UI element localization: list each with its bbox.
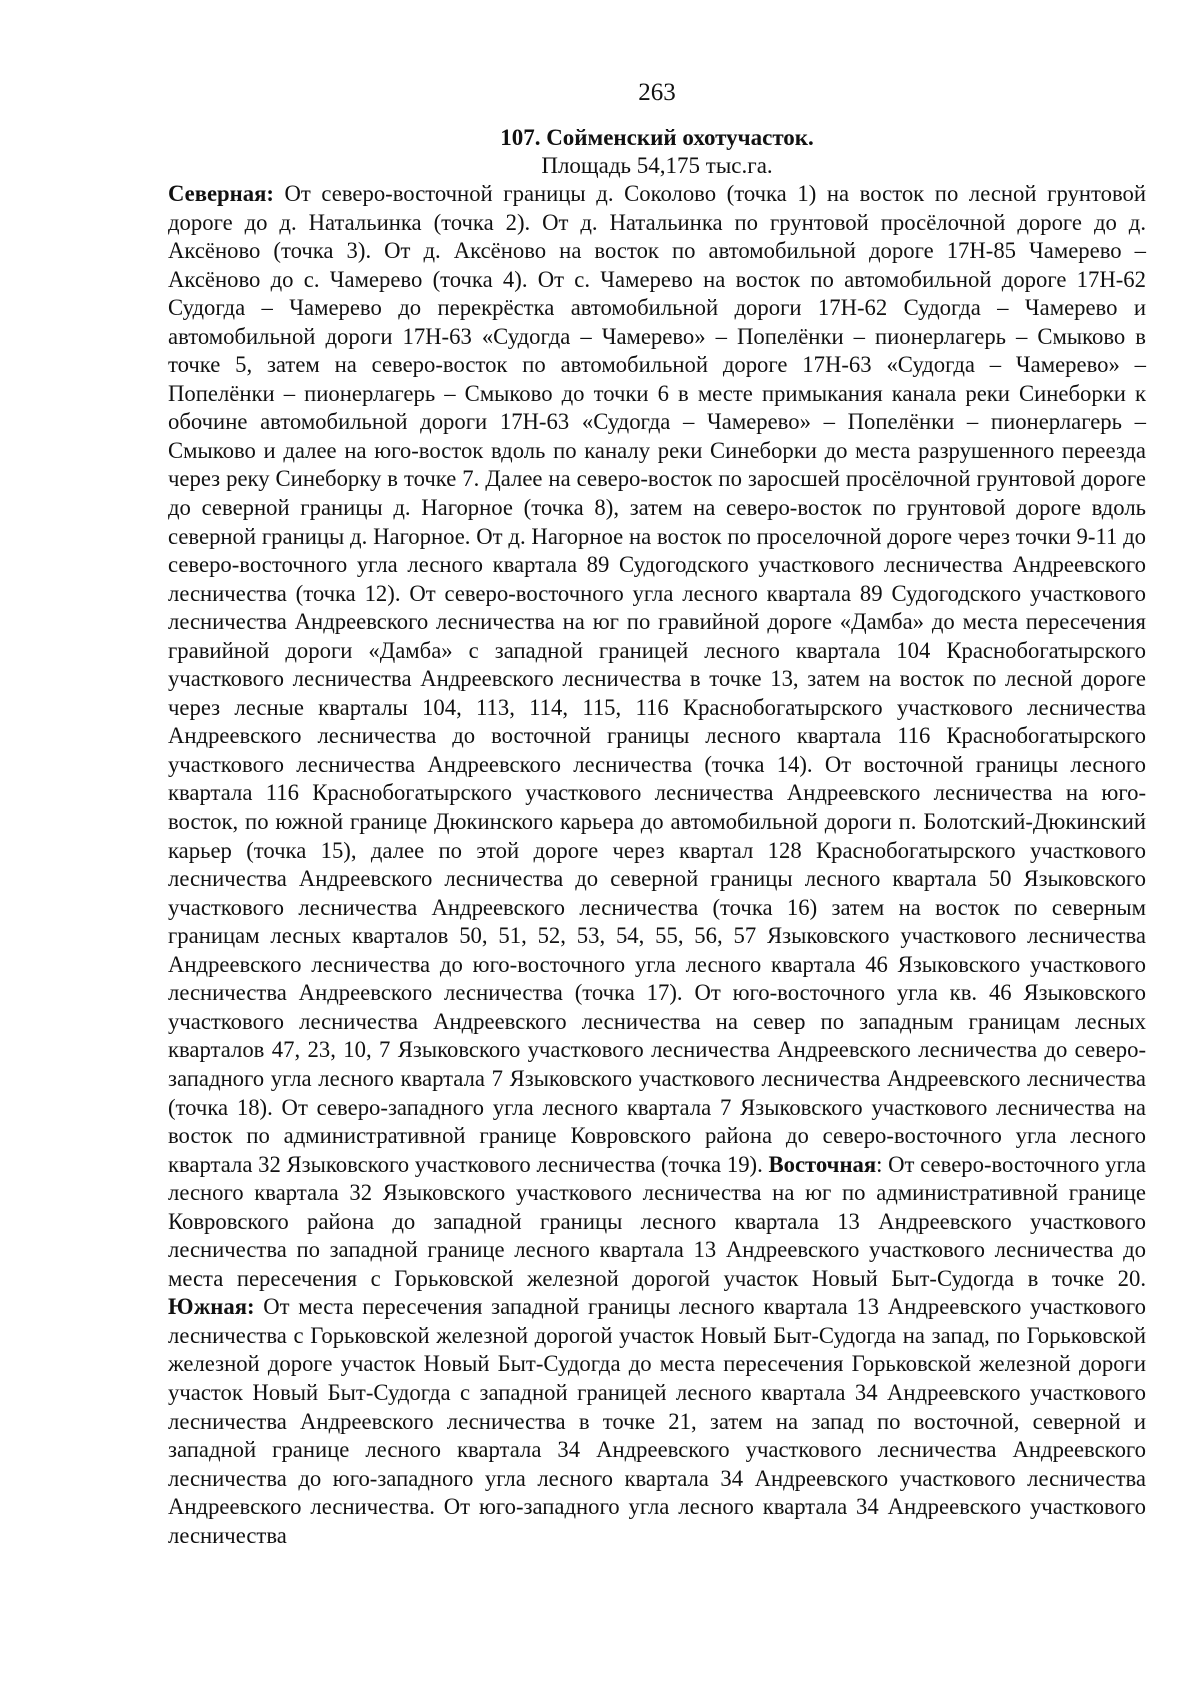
- east-boundary-text: : От северо-восточного угла лесного квартала 32 Языковского участкового лесничества на юг по административной границе Ковровского района до западной границы лесного квартала 13 Андреевского участкового лесничества по западной границе лесного квартала 13 Андреевского участкового лесничества до места пересечения с Горьковской железной дорогой участок Новый Быт-Судогда в точке 20.: [168, 1151, 1147, 1291]
- page-number: 263: [638, 79, 676, 106]
- south-boundary-label: Южная:: [168, 1294, 255, 1320]
- north-boundary-text: От северо-восточной границы д. Соколово (точка 1) на восток по лесной грунтовой дороге до д. Натальинка (точка 2). От д. Натальинка по грунтовой просёлочной дороге до д. Аксёново (точка 3). От д. Аксёново на восток по автомобильной дороге 17Н-85 Чамерево – Аксёново до с. Чамерево (точка 4). От с. Чамерево на восток по автомобильной дороге 17Н-62 Судогда – Чамерево до перекрёстка автомобильной дороги 17Н-62 Судогда – Чамерево и автомобильной дороги 17Н-63 «Судогда – Чамерево» – Попелёнки – пионерлагерь – Смыково в точке 5, затем на северо-восток по автомобильной дороге 17Н-63 «Судогда – Чамерево» – Попелёнки – пионерлагерь – Смыково до точки 6 в месте примыкания канала реки Синеборки к обочине автомобильной дороги 17Н-63 «Судогда – Чамерево» – Попелёнки – пионерлагерь – Смыково и далее на юго-восток вдоль по каналу реки Синеборки до места разрушенного переезда через реку Синеборку в точке 7. Далее на северо-восток по заросшей просёлочной грунтовой дороге до северной границы д. Нагорное (точка 8), затем на северо-восток по грунтовой дороге вдоль северной границы д. Нагорное. От д. Нагорное на восток по проселочной дороге через точки 9-11 до северо-восточного угла лесного квартала 89 Судогодского участкового лесничества Андреевского лесничества (точка 12). От северо-восточного угла лесного квартала 89 Судогодского участкового лесничества Андреевского лесничества на юг по гравийной дороге «Дамба» до места пересечения гравийной дороги «Дамба» с западной границей лесного квартала 104 Краснобогатырского участкового лесничества Андреевского лесничества в точке 13, затем на восток по лесной дороге через лесные кварталы 104, 113, 114, 115, 116 Краснобогатырского участкового лесничества Андреевского лесничества до восточной границы лесного квартала 116 Краснобогатырского участкового лесничества Андреевского лесничества (точка 14). От восточной границы лесного квартала 116 Краснобогатырского участкового лесничества Андреевского лесничества на юго-восток, по южной границе Дюкинского карьера до автомобильной дороги п. Болотский-Дюкинский карьер (точка 15), далее по этой дороге через квартал 128 Краснобогатырского участкового лесничества Андреевского лесничества до северной границы лесного квартала 50 Языковского участкового лесничества Андреевского лесничества (точка 16) затем на восток по северным границам лесных кварталов 50, 51, 52, 53, 54, 55, 56, 57 Языковского участкового лесничества Андреевского лесничества до юго-восточного угла лесного квартала 46 Языковского участкового лесничества Андреевского лесничества (точка 17). От юго-восточного угла кв. 46 Языковского участкового лесничества Андреевского лесничества на север по западным границам лесных кварталов 47, 23, 10, 7 Языковского участкового лесничества Андреевского лесничества до северо-западного угла лесного квартала 7 Языковского участкового лесничества Андреевского лесничества (точка 18). От северо-западного угла лесного квартала 7 Языковского участкового лесничества на восток по административной границе Ковровского района до северо-восточного угла лесного квартала 32 Языковского участкового лесничества (точка 19).: [168, 181, 1146, 1177]
- south-boundary-text: От места пересечения западной границы лесного квартала 13 Андреевского участкового лесничества с Горьковской железной дорогой участок Новый Быт-Судогда на запад, по Горьковской железной дороге участок Новый Быт-Судогда до места пересечения Горьковской железной дороги участок Новый Быт-Судогда с западной границей лесного квартала 34 Андреевского участкового лесничества Андреевского лесничества в точке 21, затем на запад по восточной, северной и западной границе лесного квартала 34 Андреевского участкового лесничества Андреевского лесничества до юго-западного угла лесного квартала 34 Андреевского участкового лесничества Андреевского лесничества. От юго-западного угла лесного квартала 34 Андреевского участкового лесничества: [168, 1294, 1146, 1548]
- section-title: 107. Сойменский охотучасток.: [500, 125, 814, 150]
- east-boundary-label: Восточная: [768, 1151, 877, 1177]
- section-area: Площадь 54,175 тыс.га.: [541, 153, 773, 178]
- north-boundary-label: Северная:: [168, 181, 274, 206]
- boundary-description: [168, 180, 1146, 1550]
- document-page: [168, 78, 1146, 1550]
